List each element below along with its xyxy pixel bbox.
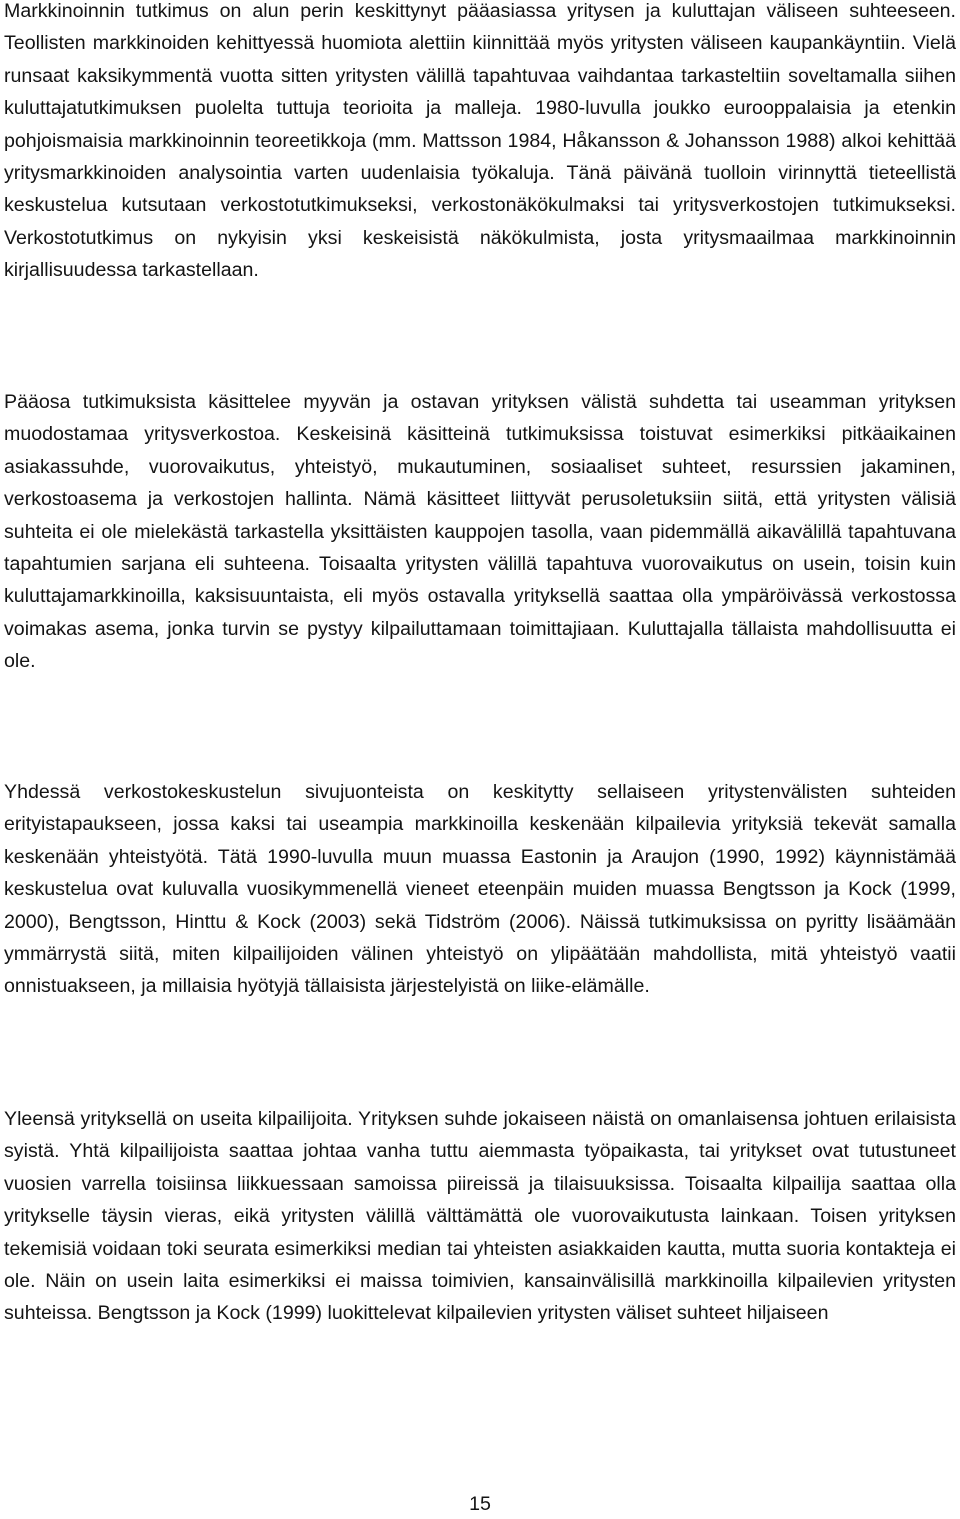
- body-paragraph-3: Yhdessä verkostokeskustelun sivujuonteista on keskitytty sellaiseen yritystenvälisten suhteiden erityistapaukseen, jossa kaksi tai useampia markkinoilla keskenään kilpailevia yrityksiä tekevät samalla keskenään yhteistyötä. Tätä 1990-luvulla muun muassa Eastonin ja Araujon (1990, 1992) käynnistämää keskustelua ovat kuluvalla vuosikymmenellä vieneet eteenpäin muiden muassa Bengtsson ja Kock (1999, 2000), Bengtsson, Hinttu & Kock (2003) sekä Tidström (2006). Näissä tutkimuksissa on pyritty lisäämään ymmärrystä siitä, miten kilpailijoiden välinen yhteistyö on ylipäätään mahdollista, mitä yhteistyö vaatii onnistuakseen, ja millaisia hyötyjä tällaisista järjestelyistä on liike-elämälle.: [4, 781, 956, 998]
- body-paragraph-2: Pääosa tutkimuksista käsittelee myyvän ja ostavan yrityksen välistä suhdetta tai useamman yrityksen muodostamaa yritysverkostoa. Keskeisinä käsitteinä tutkimuksissa toistuvat esimerkiksi pitkäaikainen asiakassuhde, vuorovaikutus, yhteistyö, mukautuminen, sosiaaliset suhteet, resurssien jakaminen, verkostoasema ja verkostojen hallinta. Nämä käsitteet liittyvät perusoletuksiin siitä, että yritysten välisiä suhteita ei ole mielekästä tarkastella yksittäisten kauppojen tasolla, vaan pidemmällä aikavälillä tapahtuvana tapahtumien sarjana eli suhteena. Toisaalta yritysten välillä tapahtuva vuorovaikutus on usein, toisin kuin kuluttajamarkkinoilla, kaksisuuntaista, eli myös ostavalla yrityksellä saattaa olla ympäröivässä verkostossa voimakas asema, jonka turvin se pystyy kilpailuttamaan toimittajiaan. Kuluttajalla tällaista mahdollisuutta ei ole.: [4, 391, 956, 673]
- body-paragraph-1: Markkinoinnin tutkimus on alun perin keskittynyt pääasiassa yritysen ja kuluttajan väliseen suhteeseen. Teollisten markkinoiden kehittyessä huomiota alettiin kiinnittää myös yritysten väliseen kaupankäyntiin. Vielä runsaat kaksikymmentä vuotta sitten yritysten välillä tapahtuvaa vaihdantaa tarkasteltiin soveltamalla siihen kuluttajatutkimuksen puolelta tuttuja teorioita ja malleja. 1980-luvulla joukko eurooppalaisia ja etenkin pohjoismaisia markkinoinnin teoreetikkoja (mm. Mattsson 1984, Håkansson & Johansson 1988) alkoi kehittää yritysmarkkinoiden analysointia varten uudenlaisia työkaluja. Tänä päivänä tuolloin virinnyttä tieteellistä keskustelua kutsutaan verkostotutkimukseksi, verkostonäkökulmaksi tai yritysverkostojen tutkimukseksi. Verkostotutkimus on nykyisin yksi keskeisistä näkökulmista, josta yritysmaailmaa markkinoinnin kirjallisuudessa tarkastellaan.: [4, 0, 956, 282]
- body-paragraph-4: Yleensä yrityksellä on useita kilpailijoita. Yrityksen suhde jokaiseen näistä on omanlaisensa johtuen erilaisista syistä. Yhtä kilpailijoista saattaa johtaa vanha tuttu aiemmasta työpaikasta, tai yritykset ovat tutustuneet vuosien varrella toisiinsa liikkuessaan samoissa piireissä ja tilaisuuksissa. Toisaalta kilpailija saattaa olla yritykselle täysin vieras, eikä yritysten välillä välttämättä ole vuorovaikutusta lainkaan. Toisen yrityksen tekemisiä voidaan toki seurata esimerkiksi median tai yhteisten asiakkaiden kautta, mutta suoria kontakteja ei ole. Näin on usein laita esimerkiksi ei maissa toimivien, kansainvälisillä markkinoilla kilpailevien yritysten suhteissa. Bengtsson ja Kock (1999) luokittelevat kilpailevien yritysten väliset suhteet hiljaiseen: [4, 1108, 956, 1325]
- page-number: 15: [469, 1493, 491, 1515]
